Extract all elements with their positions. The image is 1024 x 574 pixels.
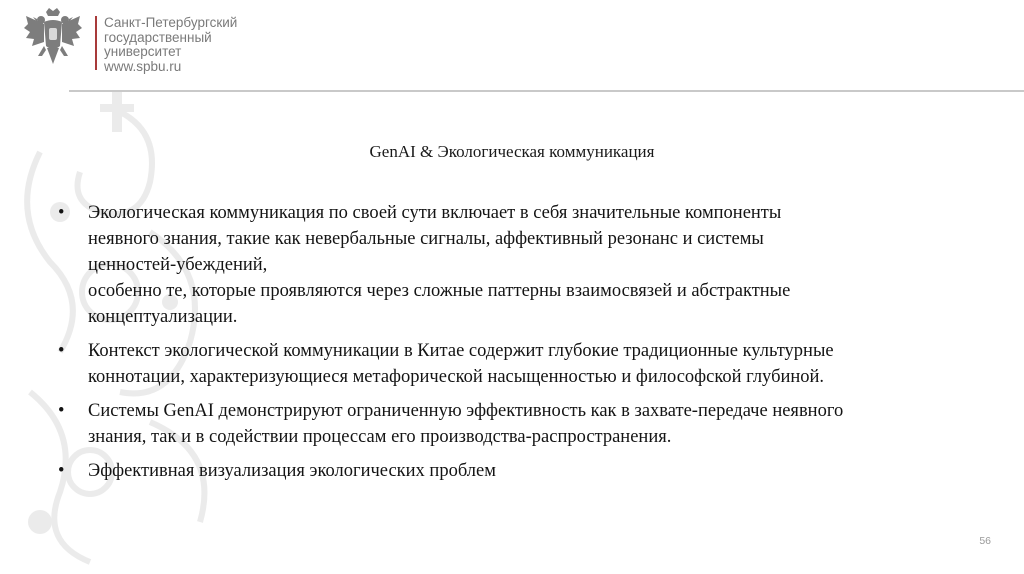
bullet-line: Эффективная визуализация экологических проблем	[88, 461, 496, 481]
bullet-marker: •	[58, 341, 65, 361]
page-number: 56	[979, 535, 991, 547]
header-divider	[95, 16, 97, 70]
bullet-line: концептуализации.	[88, 307, 238, 327]
university-line: Санкт-Петербургский	[104, 15, 238, 30]
slide-title: GenAI & Экологическая коммуникация	[369, 142, 655, 161]
bullet-line: Экологическая коммуникация по своей сути включает в себя значительные компоненты	[88, 203, 782, 223]
list-item	[58, 338, 938, 390]
bullet-marker: •	[58, 203, 65, 223]
bullet-marker: •	[58, 461, 65, 481]
bullet-line: Контекст экологической коммуникации в Китае содержит глубокие традиционные культурные	[88, 341, 834, 361]
university-line: государственный	[104, 29, 212, 45]
bullet-marker: •	[58, 401, 65, 421]
bullet-list	[58, 200, 938, 492]
university-website: www.spbu.ru	[104, 58, 182, 74]
bullet-line: особенно те, которые проявляются через сложные паттерны взаимосвязей и абстрактные	[88, 281, 791, 301]
bullet-line: коннотации, характеризующиеся метафорической насыщенностью и философской глубиной.	[88, 367, 825, 387]
bullet-line: неявного знания, такие как невербальные сигналы, аффективный резонанс и системы	[88, 229, 764, 249]
bullet-line: знания, так и в содействии процессам его производства-распространения.	[88, 427, 672, 447]
university-line: университет	[104, 44, 182, 59]
double-headed-eagle-crest-icon	[22, 6, 84, 72]
list-item	[58, 398, 938, 450]
bullet-line: ценностей-убеждений,	[88, 255, 268, 275]
list-item	[58, 200, 938, 330]
list-item	[58, 458, 938, 484]
university-name	[104, 16, 237, 74]
bullet-line: Системы GenAI демонстрируют ограниченную эффективность как в захвате-передаче неявного	[88, 401, 844, 421]
slide-header	[0, 0, 1024, 92]
